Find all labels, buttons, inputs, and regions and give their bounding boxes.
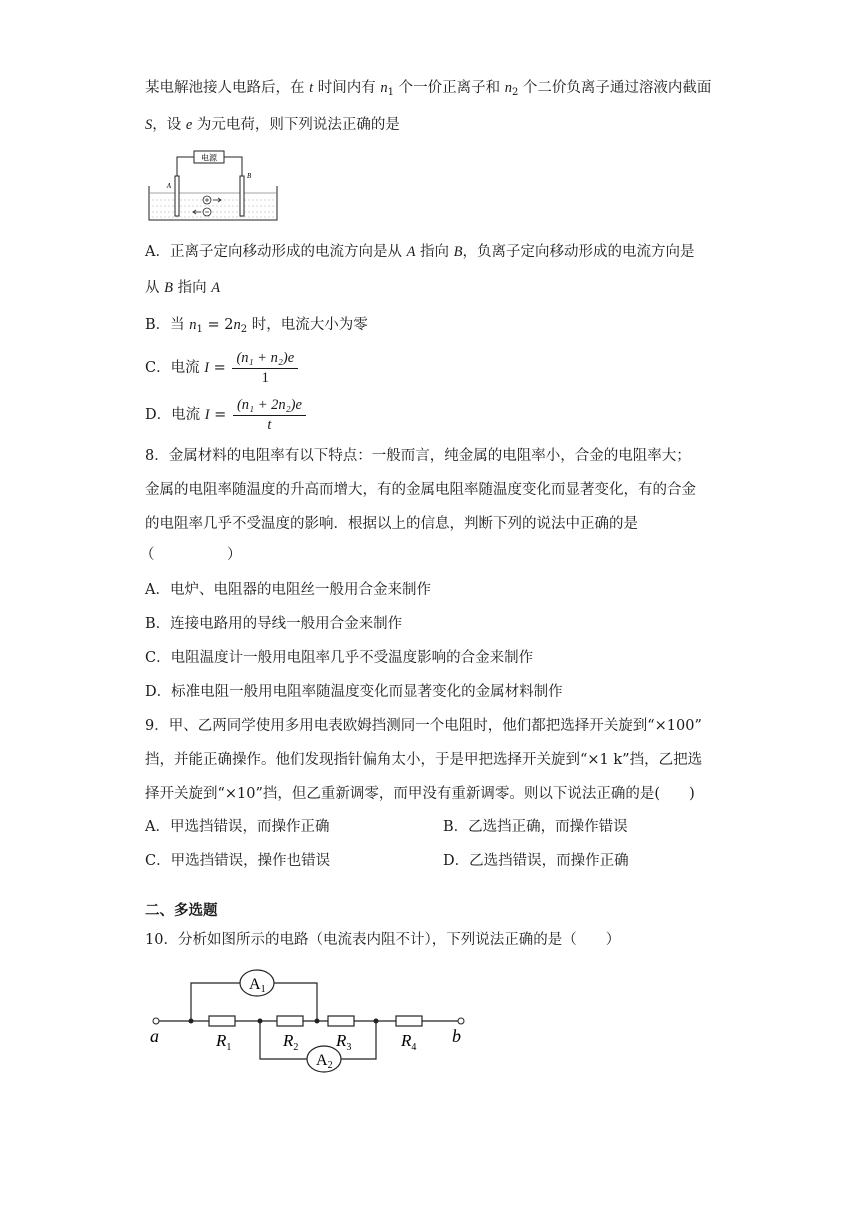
q8-stem-line-2: 金属的电阻率随温度的升高而增大，有的金属电阻率随温度变化而显著变化，有的合金 [145,482,696,498]
q7-stem-line-2: S，设 e 为元电荷，则下列说法正确的是 [145,117,400,133]
resistor-r4 [396,1016,422,1026]
q8-option-a: A．电炉、电阻器的电阻丝一般用合金来制作 [145,582,431,598]
resistor-r1-label: $R_1$ [216,1031,232,1053]
electrolysis-diagram [146,148,281,223]
junction-1 [189,1019,194,1024]
resistor-r2-label: $R_2$ [283,1031,299,1053]
junction-4 [374,1019,379,1024]
resistor-r3-label: $R_3$ [336,1031,352,1053]
q9-option-d: D．乙选挡错误，而操作正确 [443,853,629,869]
q9-option-a: A．甲选挡错误，而操作正确 [145,819,330,835]
formula-fraction-d: $\frac{\text{(n₁ + 2n₂)e}}{t}$ [233,396,306,434]
q8-option-b: B．连接电路用的导线一般用合金来制作 [145,616,403,632]
power-source-label: 电源 [201,153,217,163]
q8-option-c: C．电阻温度计一般用电阻率几乎不受温度影响的合金来制作 [145,650,534,666]
q7-option-d: D．电流 I = $\frac{\text{(n₁ + 2n₂)e}}{t}$ [145,396,306,434]
circuit-diagram [145,962,475,1087]
q10-stem-line-1: 10．分析如图所示的电路（电流表内阻不计），下列说法正确的是（ ） [145,932,621,948]
electrode-a-label: A [166,182,171,190]
terminal-b-label: b [452,1026,461,1046]
terminal-a [153,1018,159,1024]
q8-stem-line-1: 8．金属材料的电阻率有以下特点：一般而言，纯金属的电阻率小，合金的电阻率大； [145,448,691,464]
terminal-b [458,1018,464,1024]
resistor-r3 [328,1016,354,1026]
resistor-r1 [209,1016,235,1026]
formula-fraction-c: $\frac{\text{(n₁ + n₂)e}}{1}$ [232,349,298,387]
resistor-r4-label: $R_4$ [401,1031,417,1053]
q8-option-d: D．标准电阻一般用电阻率随温度变化而显著变化的金属材料制作 [145,684,563,700]
electrode-b-label: B [247,172,252,180]
resistor-r2 [277,1016,303,1026]
q7-option-c: C．电流 I = $\frac{\text{(n₁ + n₂)e}}{1}$ [145,349,298,387]
q8-stem-line-3: 的电阻率几乎不受温度的影响．根据以上的信息，判断下列的说法中正确的是 [145,516,638,532]
electrode-b [240,176,244,216]
ammeter-a2-label: A2 [316,1052,333,1071]
terminal-a-label: a [150,1026,159,1046]
section-title-multiple-choice: 二、多选题 [145,902,218,919]
q9-stem-line-2: 挡，并能正确操作。他们发现指针偏角太小，于是甲把选择开关旋到“×1 k”挡，乙把选 [145,752,703,768]
q9-stem-line-3: 择开关旋到“×10”挡，但乙重新调零，而甲没有重新调零。则以下说法正确的是( ) [145,786,695,802]
q9-option-b: B．乙选挡正确，而操作错误 [443,819,628,835]
q7-option-a-line-2: 从 B 指向 A [145,280,221,296]
q7-stem-line-1: 某电解池接人电路后，在 t 时间内有 $n_1$ 个一价正离子和 $n_2$ 个二价负离子通过溶液内截面 [145,80,712,98]
q9-stem-line-1: 9．甲、乙两同学使用多用电表欧姆挡测同一个电阻时，他们都把选择开关旋到“×100” [145,718,702,734]
q8-answer-blank: （ ） [140,547,242,563]
q7-option-a-line-1: A．正离子定向移动形成的电流方向是从 A 指向 B，负离子定向移动形成的电流方向是 [145,244,695,260]
q7-option-b: B．当 $n_1 = 2n_2$ 时，电流大小为零 [145,317,368,335]
junction-2 [258,1019,263,1024]
junction-3 [315,1019,320,1024]
ammeter-a1-label: A1 [249,976,266,995]
electrode-a [175,176,179,216]
q9-option-c: C．甲选挡错误，操作也错误 [145,853,331,869]
